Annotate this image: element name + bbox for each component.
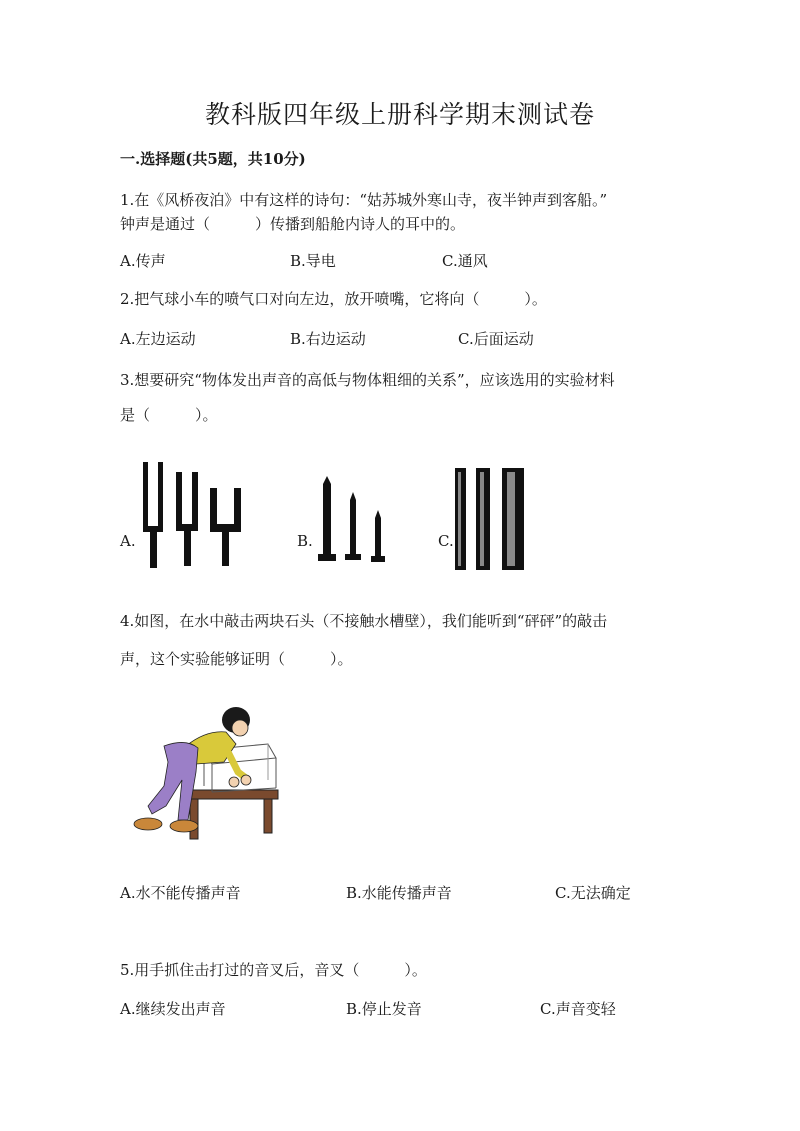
question-3-option-b: B. [297, 532, 313, 550]
question-5-option-c: C.声音变轻 [540, 1000, 616, 1018]
water-tank-illustration [126, 702, 286, 842]
tuning-forks-image [130, 458, 250, 570]
nails-image [312, 470, 392, 570]
question-3-line-2: 是（ ）。 [120, 406, 218, 424]
question-4-option-a: A.水不能传播声音 [120, 884, 241, 902]
question-5-line-1: 5.用手抓住击打过的音叉后，音叉（ ）。 [120, 961, 427, 979]
question-1-line-1: 1.在《风桥夜泊》中有这样的诗句：“姑苏城外寒山寺，夜半钟声到客船。” [120, 191, 608, 209]
question-4-option-b: B.水能传播声音 [346, 884, 452, 902]
question-3-line-1: 3.想要研究“物体发出声音的高低与物体粗细的关系”，应该选用的实验材料 [120, 371, 615, 389]
question-3-option-a: A. [120, 532, 136, 550]
page-title: 教科版四年级上册科学期末测试卷 [204, 100, 595, 129]
question-1-option-a: A.传声 [120, 252, 166, 270]
question-5-option-b: B.停止发音 [346, 1000, 422, 1018]
question-4-option-c: C.无法确定 [555, 884, 631, 902]
question-1-option-b: B.导电 [290, 252, 336, 270]
question-1-option-c: C.通风 [442, 252, 488, 270]
question-2-option-a: A.左边运动 [120, 330, 196, 348]
question-2-option-b: B.右边运动 [290, 330, 366, 348]
section-heading: 一.选择题(共5题，共10分) [120, 150, 306, 168]
question-3-option-c: C. [438, 532, 454, 550]
question-4-line-1: 4.如图，在水中敲击两块石头（不接触水槽壁），我们能听到“砰砰”的敲击 [120, 612, 608, 630]
question-5-option-a: A.继续发出声音 [120, 1000, 226, 1018]
rods-image [452, 466, 532, 574]
question-1-line-2: 钟声是通过（ ）传播到船舱内诗人的耳中的。 [120, 215, 466, 233]
question-4-line-2: 声，这个实验能够证明（ ）。 [120, 650, 353, 668]
question-2-option-c: C.后面运动 [458, 330, 534, 348]
question-2-line-1: 2.把气球小车的喷气口对向左边，放开喷嘴，它将向（ ）。 [120, 290, 547, 308]
